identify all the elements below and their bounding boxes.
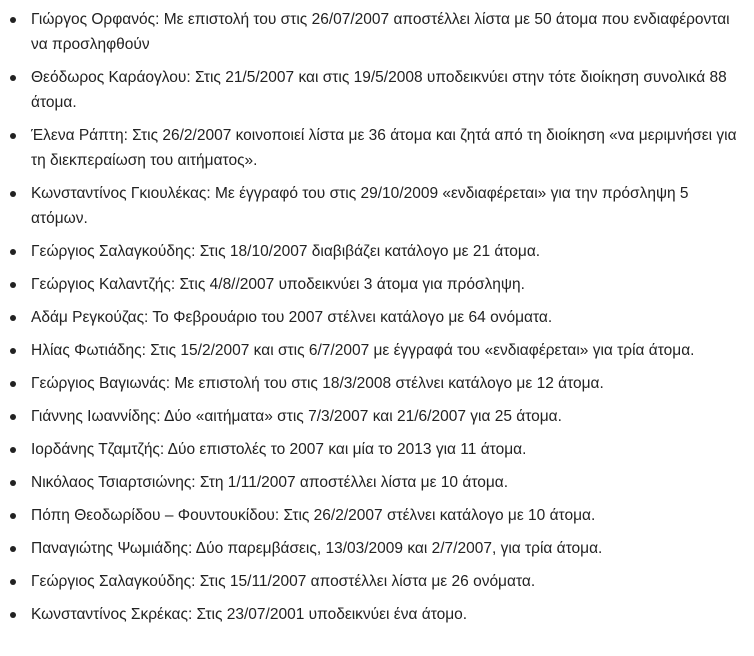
list-item — [31, 437, 744, 462]
list-item-text: Κωνσταντίνος Γκιουλέκας: Με έγγραφό του στις 29/10/2009 «ενδιαφέρεται» για την πρόσληψη 5 ατόμων. — [31, 185, 689, 227]
list-item-text: Γεώργιος Καλαντζής: Στις 4/8//2007 υποδεικνύει 3 άτομα για πρόσληψη. — [31, 276, 525, 293]
list-item — [31, 602, 744, 627]
bullet-icon — [10, 513, 16, 519]
bullet-icon — [10, 579, 16, 585]
bullet-icon — [10, 348, 16, 354]
list-item — [31, 272, 744, 297]
list-item — [31, 338, 744, 363]
bullet-icon — [10, 414, 16, 420]
list-item-text: Γεώργιος Βαγιωνάς: Με επιστολή του στις 18/3/2008 στέλνει κατάλογο με 12 άτομα. — [31, 375, 604, 392]
bullet-icon — [10, 17, 16, 23]
bullet-icon — [10, 612, 16, 618]
list-item-text: Θεόδωρος Καράογλου: Στις 21/5/2007 και στις 19/5/2008 υποδεικνύει στην τότε διοίκηση συνολικά 88 άτομα. — [31, 69, 727, 111]
list-item — [31, 503, 744, 528]
list-item-text: Ιορδάνης Τζαμτζής: Δύο επιστολές το 2007 και μία το 2013 για 11 άτομα. — [31, 441, 527, 458]
list-item-text: Έλενα Ράπτη: Στις 26/2/2007 κοινοποιεί λίστα με 36 άτομα και ζητά από τη διοίκηση «να μεριμνήσει για τη διεκπεραίωση του αιτήματος». — [31, 127, 737, 169]
list-item — [31, 123, 744, 173]
list-item — [31, 7, 744, 57]
list-item-text: Παναγιώτης Ψωμιάδης: Δύο παρεμβάσεις, 13/03/2009 και 2/7/2007, για τρία άτομα. — [31, 540, 603, 557]
list-item-text: Πόπη Θεοδωρίδου – Φουντουκίδου: Στις 26/2/2007 στέλνει κατάλογο με 10 άτομα. — [31, 507, 596, 524]
list-item — [31, 239, 744, 264]
bullet-icon — [10, 480, 16, 486]
bullet-icon — [10, 75, 16, 81]
bullet-icon — [10, 282, 16, 288]
bullet-icon — [10, 447, 16, 453]
bullet-icon — [10, 546, 16, 552]
list-item-text: Γεώργιος Σαλαγκούδης: Στις 18/10/2007 διαβιβάζει κατάλογο με 21 άτομα. — [31, 243, 541, 260]
list-item — [31, 371, 744, 396]
bullet-icon — [10, 133, 16, 139]
list-item — [31, 305, 744, 330]
list-item-text: Ηλίας Φωτιάδης: Στις 15/2/2007 και στις 6/7/2007 με έγγραφά του «ενδιαφέρεται» για τρία άτομα. — [31, 342, 695, 359]
list-item — [31, 404, 744, 429]
list-item-text: Γεώργιος Σαλαγκούδης: Στις 15/11/2007 αποστέλλει λίστα με 26 ονόματα. — [31, 573, 536, 590]
list-item — [31, 470, 744, 495]
list-item-text: Γιάννης Ιωαννίδης: Δύο «αιτήματα» στις 7/3/2007 και 21/6/2007 για 25 άτομα. — [31, 408, 562, 425]
list-item — [31, 181, 744, 231]
bullet-icon — [10, 191, 16, 197]
bullet-icon — [10, 249, 16, 255]
list-item-text: Γιώργος Ορφανός: Με επιστολή του στις 26/07/2007 αποστέλλει λίστα με 50 άτομα που ενδιαφέρονται να προσληφθούν — [31, 11, 730, 53]
bullet-icon — [10, 315, 16, 321]
bullet-icon — [10, 381, 16, 387]
list-item — [31, 569, 744, 594]
list-item-text: Κωνσταντίνος Σκρέκας: Στις 23/07/2001 υποδεικνύει ένα άτομο. — [31, 606, 468, 623]
list-item — [31, 65, 744, 115]
list-item — [31, 536, 744, 561]
list-item-text: Νικόλαος Τσιαρτσιώνης: Στη 1/11/2007 αποστέλλει λίστα με 10 άτομα. — [31, 474, 509, 491]
list-item-text: Αδάμ Ρεγκούζας: Το Φεβρουάριο του 2007 στέλνει κατάλογο με 64 ονόματα. — [31, 309, 553, 326]
